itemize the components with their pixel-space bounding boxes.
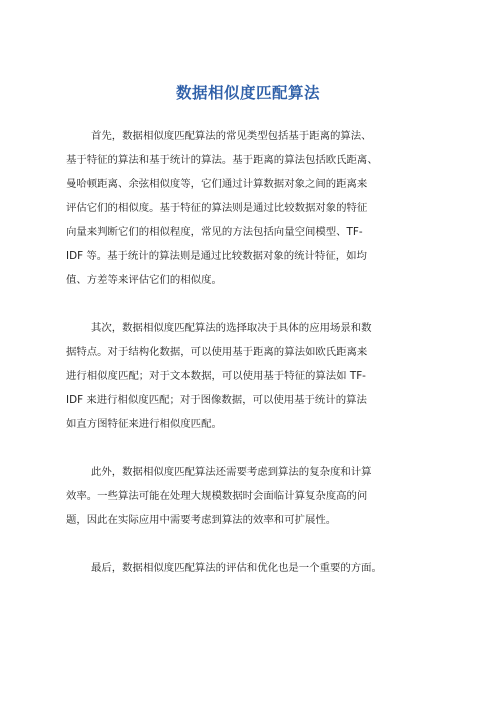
- paragraph-line: IDF 来进行相似度匹配；对于图像数据，可以使用基于统计的算法: [66, 394, 367, 406]
- paragraph-line: 题，因此在实际应用中需要考虑到算法的效率和可扩展性。: [66, 514, 337, 526]
- paragraph-line: 此外，数据相似度匹配算法还需要考虑到算法的复杂度和计算: [91, 466, 372, 478]
- paragraph-line: 评估它们的相似度。基于特征的算法则是通过比较数据对象的特征: [66, 202, 368, 214]
- paragraph-line: 效率。一些算法可能在处理大规模数据时会面临计算复杂度高的问: [66, 490, 368, 502]
- paragraph-line: 最后，数据相似度匹配算法的评估和优化也是一个重要的方面。: [91, 562, 382, 574]
- paragraph-line: 进行相似度匹配；对于文本数据，可以使用基于特征的算法如 TF-: [66, 370, 366, 382]
- paragraph-line: 首先，数据相似度匹配算法的常见类型包括基于距离的算法、: [91, 130, 372, 142]
- paragraph-line: 据特点。对于结构化数据，可以使用基于距离的算法如欧氏距离来: [66, 346, 368, 358]
- paragraph-line: 如直方图特征来进行相似度匹配。: [66, 418, 222, 430]
- paragraph-line: 其次，数据相似度匹配算法的选择取决于具体的应用场景和数: [91, 322, 372, 334]
- paragraph-line: 值、方差等来评估它们的相似度。: [66, 274, 222, 286]
- paragraph-line: IDF 等。基于统计的算法则是通过比较数据对象的统计特征，如均: [66, 250, 367, 262]
- document-title: 数据相似度匹配算法: [175, 84, 320, 102]
- paragraph-line: 曼哈顿距离、余弦相似度等，它们通过计算数据对象之间的距离来: [66, 178, 368, 190]
- paragraph-line: 基于特征的算法和基于统计的算法。基于距离的算法包括欧氏距离、: [66, 154, 378, 166]
- paragraph-line: 向量来判断它们的相似程度，常见的方法包括向量空间模型、TF-: [66, 226, 363, 238]
